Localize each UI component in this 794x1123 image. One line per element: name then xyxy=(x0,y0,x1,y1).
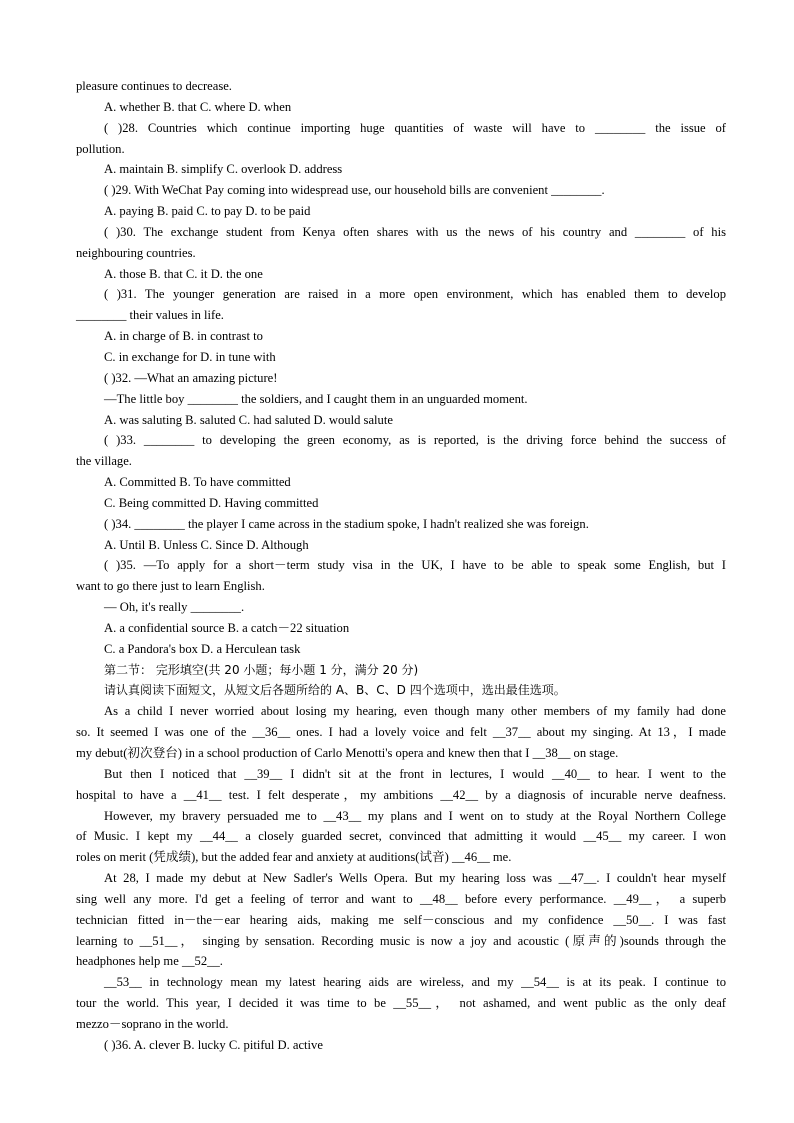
text-line: A. a confidential source B. a catch－22 situation xyxy=(104,620,350,635)
text-line: ( )33. ________ to developing the green economy, as is reported, is the driving force behind the success of xyxy=(104,433,726,448)
text-line: A. in charge of B. in contrast to xyxy=(104,329,263,344)
text-line: C. Being committed D. Having committed xyxy=(104,495,319,510)
text-line: At 28, I made my debut at New Sadler's Wells Opera. But my hearing loss was __47__. I couldn't hear myself xyxy=(104,871,726,886)
text-line: pleasure continues to decrease. xyxy=(76,79,232,93)
text-line: A. Until B. Unless C. Since D. Although xyxy=(104,537,309,552)
text-line: tour the world. This year, I decided it was time to be __55__， not ashamed, and went public as the only deaf xyxy=(76,996,726,1011)
text-line: A. those B. that C. it D. the one xyxy=(104,266,263,281)
text-line: roles on merit (凭成绩), but the added fear and anxiety at auditions(试音) __46__ me. xyxy=(76,850,512,865)
text-line: As a child I never worried about losing my hearing, even though many other members of my family had done xyxy=(104,704,726,719)
text-line: A. paying B. paid C. to pay D. to be paid xyxy=(104,204,311,219)
text-line: —The little boy ________ the soldiers, and I caught them in an unguarded moment. xyxy=(104,391,528,406)
text-line: mezzo－soprano in the world. xyxy=(76,1016,229,1031)
text-line: But then I noticed that __39__ I didn't sit at the front in lectures, I would __40__ to hear. I went to the xyxy=(104,766,726,781)
text-line: 请认真阅读下面短文，从短文后各题所给的 A、B、C、D 四个选项中，选出最佳选项。 xyxy=(104,683,566,698)
text-line: pollution. xyxy=(76,141,125,156)
text-line: C. a Pandora's box D. a Herculean task xyxy=(104,641,301,656)
text-line: A. Committed B. To have committed xyxy=(104,475,291,490)
text-line: ( )34. ________ the player I came across in the stadium spoke, I hadn't realized she was foreign. xyxy=(104,516,589,531)
text-line: want to go there just to learn English. xyxy=(76,579,265,594)
text-line: ( )29. With WeChat Pay coming into widespread use, our household bills are convenient ________. xyxy=(104,183,605,198)
text-line: A. maintain B. simplify C. overlook D. address xyxy=(104,162,343,177)
text-line: the village. xyxy=(76,454,132,469)
text-line: ( )32. —What an amazing picture! xyxy=(104,370,278,385)
text-line: ________ their values in life. xyxy=(76,308,224,323)
text-line: hospital to have a __41__ test. I felt desperate，my ambitions __42__ by a diagnosis of incurable nerve deafness. xyxy=(76,787,726,802)
text-line: — Oh, it's really ________. xyxy=(104,600,245,615)
text-line: neighbouring countries. xyxy=(76,245,196,260)
text-line: my debut(初次登台) in a school production of Carlo Menotti's opera and knew then that I __38__ on stage. xyxy=(76,746,619,760)
text-line: ( )31. The younger generation are raised in a more open environment, which has enabled them to develop xyxy=(104,287,726,302)
text-line: ( )28. Countries which continue importing huge quantities of waste will have to ________ the issue of xyxy=(104,120,726,135)
text-line: ( )36. A. clever B. lucky C. pitiful D. active xyxy=(104,1037,323,1052)
text-line: of Music. I kept my __44__ a closely guarded secret, convinced that admitting it would __45__ my career. I won xyxy=(76,829,726,844)
document-page xyxy=(76,76,726,1056)
text-line: so. It seemed I was one of the __36__ ones. I had a lovely voice and felt __37__ about my singing. At 13，I made xyxy=(76,725,726,740)
text-line: However, my bravery persuaded me to __43__ my plans and I went on to study at the Royal Northern College xyxy=(104,808,726,823)
text-line: technician fitted in－the－ear hearing aids, making me self－conscious and my confidence __50__. I was fast xyxy=(76,912,726,927)
text-line: ( )30. The exchange student from Kenya often shares with us the news of his country and ________ of his xyxy=(104,224,726,239)
text-line: headphones help me __52__. xyxy=(76,954,223,969)
text-line: ( )35. —To apply for a short－term study visa in the UK, I have to be able to speak some English, but I xyxy=(104,558,726,573)
text-line: learning to __51__， singing by sensation. Recording music is now a joy and acoustic (原声的)sounds through the xyxy=(76,933,726,948)
text-line: 第二节： 完形填空(共 20 小题；每小题 1 分，满分 20 分) xyxy=(104,662,419,677)
text-line: A. whether B. that C. where D. when xyxy=(104,99,292,114)
text-line: sing well any more. I'd get a feeling of terror and want to __48__ before every performance. __49__， a superb xyxy=(76,891,726,906)
text-line: A. was saluting B. saluted C. had saluted D. would salute xyxy=(104,412,393,427)
text-line: __53__ in technology mean my latest hearing aids are wireless, and my __54__ is at its peak. I continue to xyxy=(104,975,726,990)
text-line: C. in exchange for D. in tune with xyxy=(104,349,276,364)
